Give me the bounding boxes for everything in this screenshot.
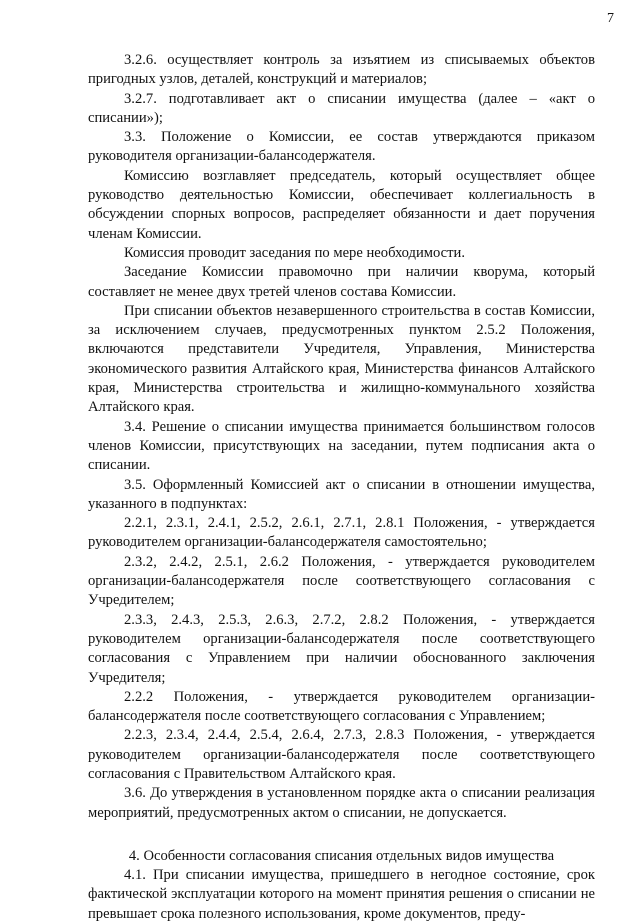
paragraph: 3.6. До утверждения в установленном порядке акта о списании реализация мероприятий, предусмотренных актом о списании, не допускается.	[88, 785, 595, 821]
paragraph: Комиссия проводит заседания по мере необходимости.	[124, 244, 465, 261]
section-heading: 4. Особенности согласования списания отдельных видов имущества	[128, 847, 555, 864]
page-number: 7	[607, 11, 614, 26]
paragraph: 4.1. При списании имущества, пришедшего в негодное состояние, срок фактической эксплуатации которого на момент принятия решения о списании не превышает срока полезного использования, кроме документов, преду-	[88, 867, 595, 922]
paragraph: 3.5. Оформленный Комиссией акт о списании в отношении имущества, указанного в подпунктах:	[88, 476, 595, 512]
paragraph: При списании объектов незавершенного строительства в состав Комиссии, за исключением случаев, предусмотренных пунктом 2.5.2 Положения, включаются представители Учредителя, Управления, Министерства экономического развития Алтайского края, Министерства финансов Алтайского края, Министерства строительства и жилищно-коммунального хозяйства Алтайского края.	[88, 302, 595, 416]
paragraph: Заседание Комиссии правомочно при наличии кворума, который составляет не менее двух третей членов состава Комиссии.	[88, 264, 595, 300]
paragraph: 2.2.2 Положения, - утверждается руководителем организации-балансодержателя после соответствующего согласования с Управлением;	[88, 688, 595, 725]
paragraph: Комиссию возглавляет председатель, который осуществляет общее руководство деятельностью Комиссии, обеспечивает коллегиальность в обсуждении спорных вопросов, распределяет обязанности и дает поручения членам Комиссии.	[88, 167, 595, 242]
paragraph: 3.2.6. осуществляет контроль за изъятием из списываемых объектов пригодных узлов, деталей, конструкций и материалов;	[88, 52, 595, 88]
paragraph: 2.3.2, 2.4.2, 2.5.1, 2.6.2 Положения, - утверждается руководителем организации-балансодержателя после соответствующего согласования с Учредителем;	[88, 553, 595, 609]
paragraph: 2.3.3, 2.4.3, 2.5.3, 2.6.3, 2.7.2, 2.8.2 Положения, - утверждается руководителем организации-балансодержателя после соответствующего согласования с Управлением при наличии обоснованного заключения Учредителя;	[88, 611, 595, 686]
paragraph: 2.2.3, 2.3.4, 2.4.4, 2.5.4, 2.6.4, 2.7.3, 2.8.3 Положения, - утверждается руководителем организации-балансодержателя после соответствующего согласования с Правительством Алтайского края.	[88, 727, 595, 782]
paragraph: 3.2.7. подготавливает акт о списании имущества (далее – «акт о списании»);	[88, 90, 595, 126]
paragraph: 3.4. Решение о списании имущества принимается большинством голосов членов Комиссии, присутствующих на заседании, путем подписания акта о списании.	[88, 418, 595, 474]
paragraph: 3.3. Положение о Комиссии, ее состав утверждаются приказом руководителя организации-балансодержателя.	[88, 129, 595, 165]
document-body	[88, 51, 595, 924]
paragraph: 2.2.1, 2.3.1, 2.4.1, 2.5.2, 2.6.1, 2.7.1, 2.8.1 Положения, - утверждается руководителем организации-балансодержателя самостоятельно;	[88, 515, 595, 551]
